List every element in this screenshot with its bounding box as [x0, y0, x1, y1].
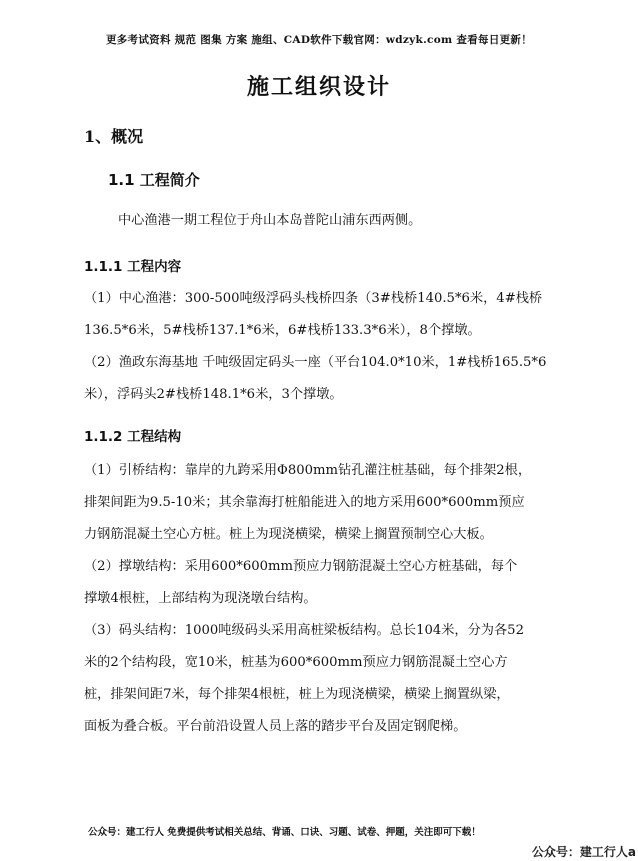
header-banner: 更多考试资料 规范 图集 方案 施组、CAD软件下载官网：wdzyk.com 查看每日更新！: [105, 34, 533, 46]
content-line: （1）中心渔港：300-500吨级浮码头栈桥四条（3#栈桥140.5*6米，4#栈桥: [84, 291, 543, 306]
content-line: 136.5*6米，5#栈桥137.1*6米，6#栈桥133.3*6米），8个撑墩。: [84, 323, 481, 338]
heading-project-content: 1.1.1 工程内容: [84, 259, 182, 275]
structure-line: （1）引桥结构：靠岸的九跨采用Φ800mm钻孔灌注桩基础，每个排架2根，: [84, 463, 532, 478]
project-structure-paragraph: [84, 455, 584, 743]
intro-paragraph: [84, 205, 584, 237]
structure-line: 米的2个结构段，宽10米，桩基为600*600mm预应力钢筋混凝土空心方: [84, 655, 508, 670]
structure-line: 面板为叠合板。平台前沿设置人员上落的踏步平台及固定钢爬梯。: [84, 719, 467, 734]
project-content-paragraph: [84, 283, 584, 411]
page-title: 施工组织设计: [246, 74, 391, 100]
structure-line: （2）撑墩结构：采用600*600mm预应力钢筋混凝土空心方桩基础，每个: [84, 559, 518, 574]
section-heading-overview: 1、概况: [84, 127, 144, 146]
intro-line: 中心渔港一期工程位于舟山本岛普陀山浦东西两侧。: [118, 213, 422, 228]
structure-line: （3）码头结构：1000吨级码头采用高桩梁板结构。总长104米，分为各52: [84, 623, 524, 638]
content-line: （2）渔政东海基地 千吨级固定码头一座（平台104.0*10米，1#栈桥165.5*6: [84, 355, 547, 370]
watermark-text: 公众号：建工行人a: [531, 845, 636, 859]
structure-line: 撑墩4根桩，上部结构为现浇墩台结构。: [84, 591, 317, 606]
heading-project-structure: 1.1.2 工程结构: [84, 429, 182, 445]
content-line: 米），浮码头2#栈桥148.1*6米，3个撑墩。: [84, 387, 343, 402]
subsection-heading-intro: 1.1 工程简介: [108, 171, 200, 189]
footer-note: 公众号：建工行人 免费提供考试相关总结、背诵、口诀、习题、试卷、押题，关注即可下载！: [88, 827, 481, 838]
structure-line: 排架间距为9.5-10米；其余靠海打桩船能进入的地方采用600*600mm预应: [84, 495, 525, 510]
structure-line: 桩，排架间距7米，每个排架4根桩，桩上为现浇横梁，横梁上搁置纵梁，: [84, 687, 510, 702]
structure-line: 力钢筋混凝土空心方桩。桩上为现浇横梁，横梁上搁置预制空心大板。: [84, 527, 493, 542]
